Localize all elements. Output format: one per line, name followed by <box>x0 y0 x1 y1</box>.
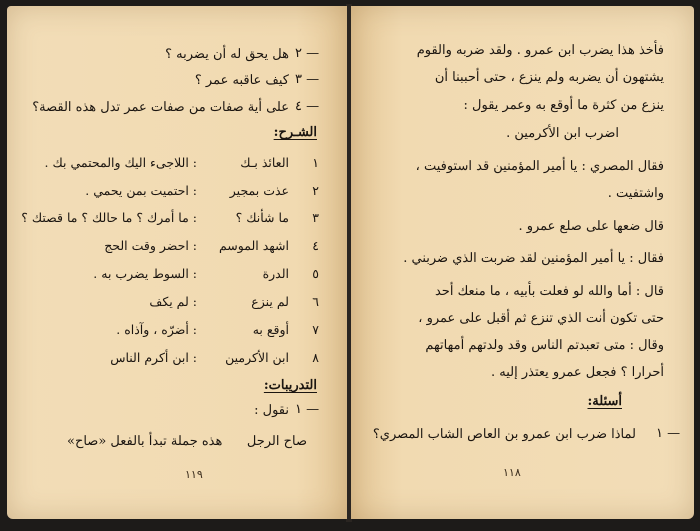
text-line: يشتهون أن يضربه ولم ينزع ، حتى أحببنا أن <box>434 70 664 85</box>
page-number-right: ١١٨ <box>503 466 521 479</box>
glossary-term: عذت بمجير <box>229 183 289 198</box>
glossary-meaning: : السوط يضرب به . <box>93 266 197 281</box>
text-line: أحرارا ؟ فجعل عمرو يعتذر إليه . <box>491 365 664 380</box>
glossary-row <box>7 322 347 340</box>
glossary-meaning: : احضر وقت الحج <box>104 238 197 253</box>
glossary-term: العائذ بـك <box>240 155 289 170</box>
text-line: ينزع من كثرة ما أوقع به وعمر يقول : <box>463 98 664 113</box>
glossary-term: ما شأنك ؟ <box>235 210 289 225</box>
text-line: قال ضعها على صلع عمرو . <box>518 219 664 234</box>
glossary-number: ٧ <box>312 322 319 337</box>
glossary-meaning: : أضرّه ، وآذاه . <box>116 322 197 337</box>
glossary-row <box>7 183 347 201</box>
glossary-meaning: : لم يكف <box>149 294 197 309</box>
question-3-number: ٣ — <box>295 72 320 87</box>
text-line: وقال : متى تعبدتم الناس وقد ولدتهم أمهاتهم <box>425 338 664 353</box>
glossary-number: ٥ <box>312 266 319 281</box>
exercise-number: ١ — <box>295 402 320 417</box>
text-line: فقال المصري : يا أمير المؤمنين قد استوفيت ، <box>415 159 664 174</box>
text-line: حتى تكون أنت الذي تنزع ثم أقبل على عمرو ، <box>418 311 664 326</box>
text-line: فقال : يا أمير المؤمنين لقد ضربت الذي ضربني . <box>403 251 664 266</box>
question-2-text: هل يحق له أن يضربه ؟ <box>165 47 289 62</box>
glossary-term: أوقع به <box>252 322 289 337</box>
glossary-term: لم ينزع <box>251 294 289 309</box>
page-number-left: ١١٩ <box>185 468 203 481</box>
glossary-number: ٣ <box>312 210 319 225</box>
glossary-row <box>7 155 347 173</box>
asila-heading: أسئلة: <box>587 394 622 409</box>
question-3-text: كيف عاقبه عمر ؟ <box>194 73 289 88</box>
text-line: اضرب ابن الأكرمين . <box>506 126 619 141</box>
question-2-number: ٢ — <box>295 46 320 61</box>
glossary-row <box>7 294 347 312</box>
glossary-number: ٤ <box>312 238 319 253</box>
tadribat-heading: التدريبات: <box>263 378 317 393</box>
glossary-term: الدرة <box>262 266 289 281</box>
glossary-meaning: : ما أمرك ؟ ما حالك ؟ ما قصتك ؟ <box>21 210 197 225</box>
right-page <box>351 6 694 519</box>
glossary-number: ٢ <box>312 183 319 198</box>
question-1-number: ١ — <box>656 426 681 441</box>
glossary-term: اشهد الموسم <box>218 238 289 253</box>
glossary-meaning: : ابن أكرم الناس <box>110 350 197 365</box>
glossary-term: ابن الأكرمين <box>225 350 289 365</box>
exercise-example: صاح الرجل <box>246 434 307 449</box>
glossary-row <box>7 238 347 256</box>
left-page <box>7 6 347 519</box>
question-1-text: لماذا ضرب ابن عمرو بن العاص الشاب المصري؟ <box>372 427 636 442</box>
text-line: واشتفيت . <box>607 186 664 201</box>
glossary-number: ٨ <box>312 350 319 365</box>
glossary-number: ٦ <box>312 294 319 309</box>
glossary-meaning: : احتميت بمن يحمي . <box>85 183 197 198</box>
sharh-heading: الشـرح: <box>273 125 317 140</box>
glossary-meaning: : اللاجىء اليك والمحتمي بك . <box>44 155 197 170</box>
glossary-row <box>7 210 347 228</box>
text-line: قال : أما والله لو فعلت بأبيه ، ما منعك أحد <box>434 284 664 299</box>
exercise-explanation: هذه جملة تبدأ بالفعل «صاح» <box>67 434 223 449</box>
glossary-row <box>7 266 347 284</box>
exercise-text: نقول : <box>254 403 289 418</box>
glossary-row <box>7 350 347 368</box>
question-4-number: ٤ — <box>295 99 320 114</box>
glossary-number: ١ <box>312 155 319 170</box>
text-line: فأخذ هذا يضرب ابن عمرو . ولقد ضربه والقوم <box>416 43 664 58</box>
question-4-text: على أية صفات من صفات عمر تدل هذه القصة؟ <box>32 100 289 115</box>
